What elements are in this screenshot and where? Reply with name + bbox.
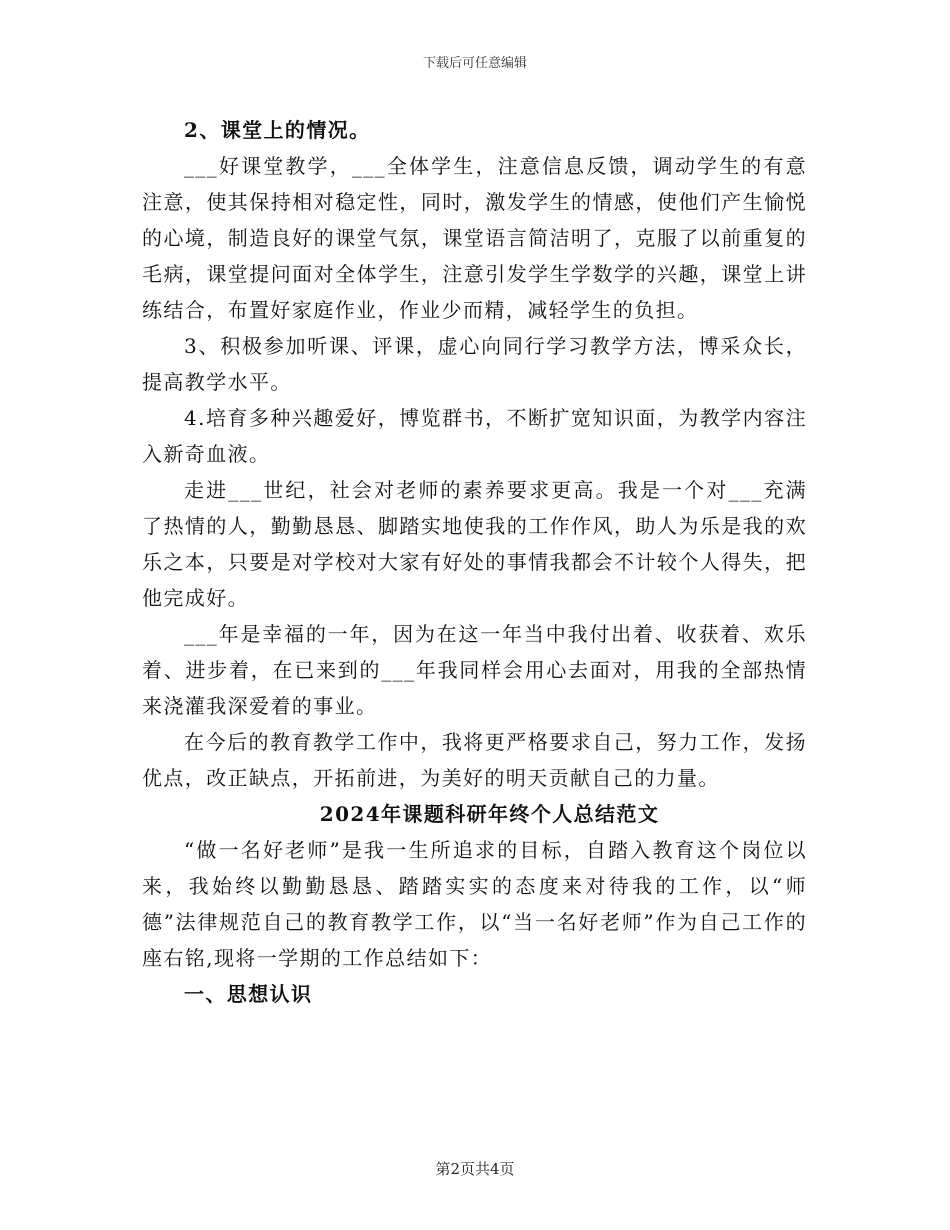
- document-body: [142, 112, 807, 1012]
- paragraph-good-teacher: “做一名好老师”是我一生所追求的目标，自踏入教育这个岗位以来，我始终以勤勤恳恳、踏踏实实的态度来对待我的工作，以“师德”法律规范自己的教育教学工作，以“当一名好老师”作为自己工作的座右铭,现将一学期的工作总结如下：: [142, 838, 807, 970]
- paragraph-new-century: 走进___世纪，社会对老师的素养要求更高。我是一个对___充满了热情的人，勤勤恳恳、脚踏实地使我的工作作风，助人为乐是我的欢乐之本，只要是对学校对大家有好处的事情我都会不计较个人得失，把他完成好。: [142, 478, 807, 610]
- heading-ideology: 一、思想认识: [184, 982, 313, 1006]
- paragraph-interests: 4.培育多种兴趣爱好，博览群书，不断扩宽知识面，为教学内容注入新奇血液。: [142, 406, 807, 466]
- paragraph-happy-year: ___年是幸福的一年，因为在这一年当中我付出着、收获着、欢乐着、进步着，在已来到的___年我同样会用心去面对，用我的全部热情来浇灌我深爱着的事业。: [142, 622, 807, 718]
- heading-classroom: 2、课堂上的情况。: [184, 118, 371, 142]
- paragraph-future-work: 在今后的教育教学工作中，我将更严格要求自己，努力工作，发扬优点，改正缺点，开拓前进，为美好的明天贡献自己的力量。: [142, 730, 807, 790]
- paragraph-lesson-observation: 3、积极参加听课、评课，虚心向同行学习教学方法，博采众长，提高教学水平。: [142, 334, 807, 394]
- paragraph-classroom-teaching: ___好课堂教学，___全体学生，注意信息反馈，调动学生的有意注意，使其保持相对稳定性，同时，激发学生的情感，使他们产生愉悦的心境，制造良好的课堂气氛，课堂语言简洁明了，克服了以前重复的毛病，课堂提问面对全体学生，注意引发学生学数学的兴趣，课堂上讲练结合，布置好家庭作业，作业少而精，减轻学生的负担。: [142, 154, 807, 322]
- page-footer: 第2页共4页: [435, 1160, 515, 1178]
- section-title: 2024年课题科研年终个人总结范文: [319, 802, 660, 826]
- header-note: 下载后可任意编辑: [422, 56, 527, 71]
